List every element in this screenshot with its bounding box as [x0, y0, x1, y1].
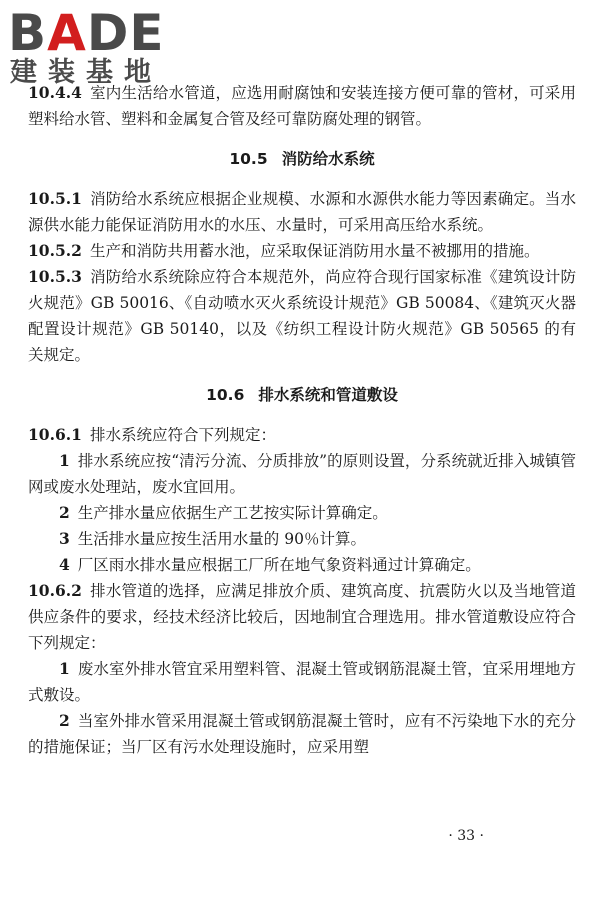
logo-wordmark — [8, 6, 165, 60]
item-number: 3 — [59, 529, 70, 548]
page-number: · 33 · — [448, 828, 484, 844]
clause-10-4-4 — [28, 80, 576, 132]
section-heading-10-5 — [28, 146, 576, 172]
clause-10-5-3 — [28, 264, 576, 368]
clause-text: 排水系统应符合下列规定： — [89, 426, 276, 444]
item-text: 生产排水量应依据生产工艺按实际计算确定。 — [77, 504, 388, 522]
clause-number: 10.4.4 — [28, 83, 82, 102]
clause-10-5-1 — [28, 186, 576, 238]
clause-number: 10.5.3 — [28, 267, 82, 286]
logo-letters-de: DE — [86, 4, 165, 62]
clause-10-6-2 — [28, 578, 576, 656]
section-title-text: 消防给水系统 — [281, 150, 375, 168]
logo-cjk-text: 建装基地 — [10, 57, 162, 88]
clause-text: 消防给水系统应根据企业规模、水源和水源供水能力等因素确定。当水源供水能力能保证消防用水的水压、水量时，可采用高压给水系统。 — [28, 190, 576, 234]
clause-10-5-2 — [28, 238, 576, 264]
item-number: 2 — [59, 711, 70, 730]
clause-text: 消防给水系统除应符合本规范外，尚应符合现行国家标准《建筑设计防火规范》GB 50016、《自动喷水灭火系统设计规范》GB 50084、《建筑灭火器配置设计规范》GB 50140，以及《纺织工程设计防火规范》GB 50565 的有关规定。 — [28, 268, 576, 364]
list-item — [28, 552, 576, 578]
bade-logo — [8, 6, 178, 88]
clause-number: 10.5.2 — [28, 241, 82, 260]
logo-letter-a: A — [47, 4, 87, 62]
item-text: 排水系统应按“清污分流、分质排放”的原则设置，分系统就近排入城镇管网或废水处理站，废水宜回用。 — [28, 452, 576, 496]
list-item — [28, 448, 576, 500]
logo-letter-b: B — [8, 4, 48, 62]
item-text: 厂区雨水排水量应根据工厂所在地气象资料通过计算确定。 — [77, 556, 481, 574]
item-text: 废水室外排水管宜采用塑料管、混凝土管或钢筋混凝土管，宜采用埋地方式敷设。 — [28, 660, 576, 704]
clause-number: 10.6.1 — [28, 425, 82, 444]
clause-number: 10.5.1 — [28, 189, 82, 208]
clause-text: 室内生活给水管道，应选用耐腐蚀和安装连接方便可靠的管材，可采用塑料给水管、塑料和金属复合管及经可靠防腐处理的钢管。 — [28, 84, 576, 128]
list-item — [28, 656, 576, 708]
clause-text: 排水管道的选择，应满足排放介质、建筑高度、抗震防火以及当地管道供应条件的要求，经技术经济比较后，因地制宜合理选用。排水管道敷设应符合下列规定： — [28, 582, 576, 652]
section-heading-10-6 — [28, 382, 576, 408]
list-item — [28, 526, 576, 552]
item-text: 当室外排水管采用混凝土管或钢筋混凝土管时，应有不污染地下水的充分的措施保证；当厂区有污水处理设施时，应采用塑 — [28, 712, 576, 756]
section-number: 10.6 — [206, 386, 245, 404]
section-number: 10.5 — [229, 150, 268, 168]
section-title-text: 排水系统和管道敷设 — [258, 386, 398, 404]
item-number: 1 — [59, 659, 70, 678]
clause-number: 10.6.2 — [28, 581, 82, 600]
list-item — [28, 500, 576, 526]
list-item — [28, 708, 576, 760]
item-number: 1 — [59, 451, 70, 470]
item-number: 4 — [59, 555, 70, 574]
clause-10-6-1 — [28, 422, 576, 448]
clause-text: 生产和消防共用蓄水池，应采取保证消防用水量不被挪用的措施。 — [89, 242, 540, 260]
document-body — [28, 80, 576, 760]
item-text: 生活排水量应按生活用水量的 90％计算。 — [77, 530, 366, 548]
item-number: 2 — [59, 503, 70, 522]
